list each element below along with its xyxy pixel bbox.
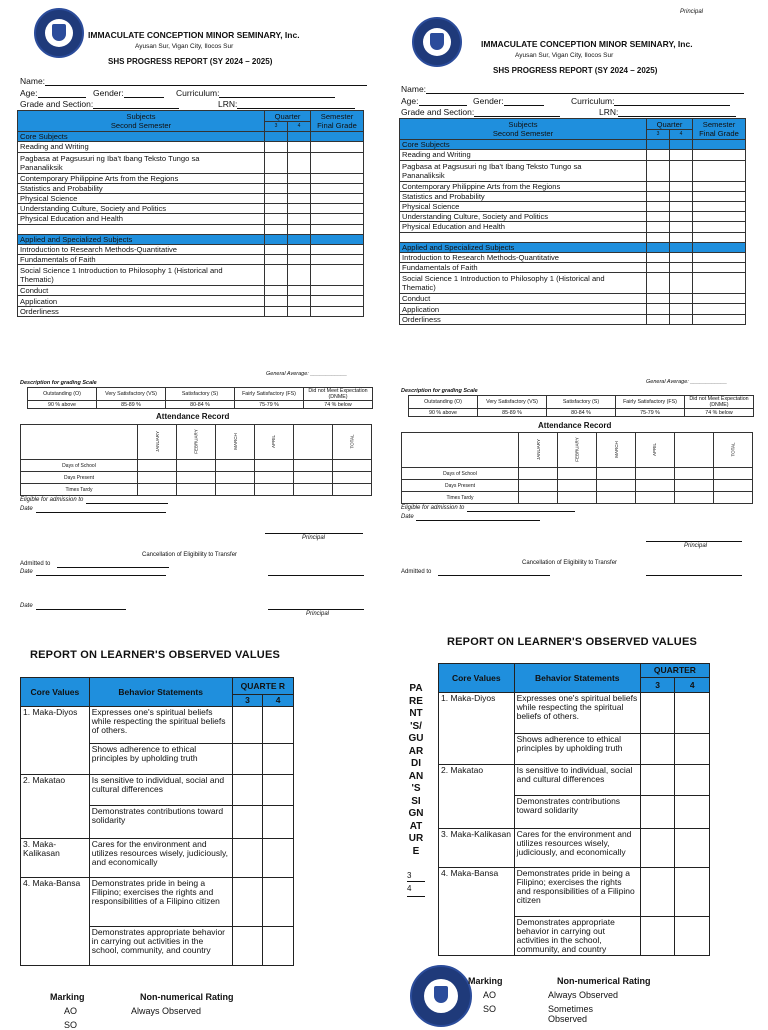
curriculum-field: Curriculum:	[176, 88, 335, 98]
cancellation-title: Cancellation of Eligibility to Transfer	[142, 552, 238, 558]
eligible-label: Eligible for admission to	[20, 497, 84, 503]
attendance-table-left: JANUARY FEBRUARY MARCH APRIL TOTAL Days of School Days Present Times Tardy	[20, 424, 372, 496]
table-row: Application	[18, 296, 364, 306]
table-row: Pagbasa at Pagsusuri ng Iba't Ibang Teksto Tungo sa Pananaliksik	[18, 152, 364, 173]
values-report-title: REPORT ON LEARNER'S OBSERVED VALUES	[30, 649, 281, 661]
date-label: Date	[20, 506, 33, 512]
table-row: Fundamentals of Faith	[18, 255, 364, 265]
table-row: Understanding Culture, Society and Politics	[18, 204, 364, 214]
core-subjects-title: Core Subjects	[18, 132, 265, 142]
final-grade-header: Semester Final Grade	[311, 111, 364, 132]
grades-table-left: Subjects Second Semester Quarter Semester Final Grade 3 4 Core Subjects Reading and Writing Pagbasa at Pagsusuri ng Iba't Ibang Teksto Tungo sa Pananaliksik Contemporary Philippine Arts from the Regions Statistics and Probability Physical Science Understanding Culture, Society and Politics Physical Education and Health Applied and Specialized Subjects Introduction to Research Methods-Quantitative Fundamentals of Faith Social Science 1 Introduction to Philosophy 1 (Historical and Thematic) Conduct Application Orderliness	[17, 110, 364, 317]
grades-table-right: Subjects Second Semester Quarter Semester Final Grade 3 4 Core Subjects Reading and Writing Pagbasa at Pagsusuri ng Iba't Ibang Teksto Tungo sa Pananaliksik Contemporary Philippine Arts from the Regions Statistics and Probability Physical Science Understanding Culture, Society and Politics Physical Education and Health Applied and Specialized Subjects Introduction to Research Methods-Quantitative Fundamentals of Faith Social Science 1 Introduction to Philosophy 1 (Historical and Thematic) Conduct Application Orderliness	[399, 118, 746, 325]
table-row: Social Science 1 Introduction to Philosophy 1 (Historical and Thematic)	[18, 265, 364, 286]
general-average-label: General Average: ____________	[266, 371, 348, 377]
bottom-logo	[410, 965, 472, 1027]
grading-scale-title: Description for grading Scale	[20, 380, 97, 386]
top-principal: Principal	[680, 9, 704, 15]
gender-field: Gender:	[93, 88, 164, 98]
grading-scale-table-left: Outstanding (O) Very Satisfactory (VS) Satisfactory (S) Fairly Satisfactory (FS) Did not Meet Expectation (DNME) 90 % above 85-89 % 80-84 % 75-79 % 74 % below	[27, 387, 373, 409]
table-row: Physical Science	[18, 193, 364, 203]
lrn-field: LRN:	[218, 99, 355, 109]
subjects-header: Subjects Second Semester	[18, 111, 265, 132]
applied-subjects-title: Applied and Specialized Subjects	[18, 234, 265, 244]
left-logo	[34, 8, 84, 58]
table-row: Physical Education and Health	[18, 214, 364, 224]
report-title: SHS PROGRESS REPORT (SY 2024 – 2025)	[108, 57, 273, 66]
admitted-label: Admitted to	[20, 561, 51, 567]
right-logo	[412, 17, 462, 67]
name-field: Name:	[20, 76, 367, 86]
table-row: Statistics and Probability	[18, 183, 364, 193]
table-row: Contemporary Philippine Arts from the Regions	[18, 173, 364, 183]
age-field: Age:	[20, 88, 86, 98]
values-table-right: Core Values Behavior Statements QUARTER 3 4 1. Maka-Diyos Expresses one's spiritual beliefs while respecting the spiritual beliefs of others. Shows adherence to ethical principles by upholding truth 2. Makatao Is sensitive to individual, social and cultural differences Demonstrates contributions toward solidarity 3. Maka-Kalikasan Cares for the environment and utilizes resources wisely, judiciously, and economically 4. Maka-Bansa Demonstrates pride in being a Filipino; exercises the rights and responsibilities of a Filipino citizen Demonstrates appropriate behavior in carrying out activities in the school, community, and country	[438, 663, 710, 956]
table-row: Conduct	[18, 286, 364, 296]
attendance-table-right: JANUARY FEBRUARY MARCH APRIL TOTAL Days of School Days Present Times Tardy	[401, 432, 753, 504]
school-address: Ayusan Sur, Vigan City, Ilocos Sur	[135, 43, 234, 50]
attendance-title: Attendance Record	[156, 412, 230, 421]
table-row: Orderliness	[18, 306, 364, 316]
table-row: Introduction to Research Methods-Quantitative	[18, 244, 364, 254]
grading-scale-table-right: Outstanding (O) Very Satisfactory (VS) Satisfactory (S) Fairly Satisfactory (FS) Did not Meet Expectation (DNME) 90 % above 85-89 % 80-84 % 75-79 % 74 % below	[408, 395, 754, 417]
grade-section-field: Grade and Section:	[20, 99, 179, 109]
principal-label: Principal	[302, 535, 326, 541]
school-name: IMMACULATE CONCEPTION MINOR SEMINARY, Inc.	[88, 30, 300, 40]
table-row: Reading and Writing	[18, 142, 364, 152]
values-table-left: Core Values Behavior Statements QUARTE R 3 4 1. Maka-Diyos Expresses one's spiritual beliefs while respecting the spiritual beliefs of others. Shows adherence to ethical principles by upholding truth 2. Makatao Is sensitive to individual, social and cultural differences Demonstrates contributions toward solidarity 3. Maka-Kalikasan Cares for the environment and utilizes resources wisely, judiciously, and economically 4. Maka-Bansa Demonstrates pride in being a Filipino; exercises the rights and responsibilities of a Filipino citizen Demonstrates appropriate behavior in carrying out activities in the school, community, and country	[20, 677, 294, 966]
parent-signature-vertical: PA RE NT 'S/ GU AR DI AN 'S SI GN AT UR E	[408, 683, 424, 857]
quarter-header: Quarter	[265, 111, 311, 122]
